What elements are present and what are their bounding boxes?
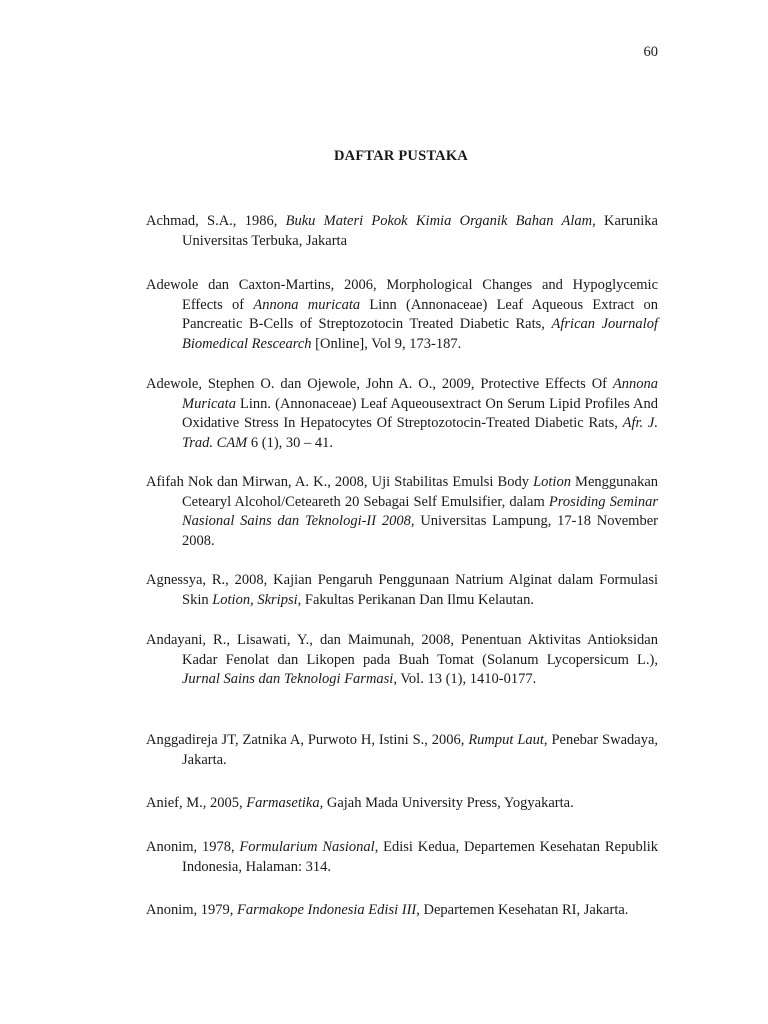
reference-anonim-1979 [146,901,658,921]
reference-text: Agnessya, R., 2008, Kajian Pengaruh Penggunaan Natrium Alginat dalam Formulasi Skin [146,572,658,608]
reference-adewole-2009 [146,375,658,453]
reference-text: , Penebar Swadaya, Jakarta. [182,732,659,768]
reference-italic-text: Lotion, Skripsi, [212,591,302,608]
reference-text: , Vol. 13 (1), 1410-0177. [393,671,537,687]
reference-italic-text: Annona muricata [253,296,361,313]
reference-text: Anonim, 1978, [146,839,240,855]
reference-afifah [146,473,658,551]
reference-text: Adewole, Stephen O. dan Ojewole, John A. O., 2009, Protective Effects Of [146,376,613,392]
reference-text: , Edisi Kedua, Departemen Kesehatan Republik Indonesia, Halaman: 314. [182,839,659,875]
reference-achmad [146,212,658,251]
reference-text: Andayani, R., Lisawati, Y., dan Maimunah, 2008, Penentuan Aktivitas Antioksidan Kadar Fenolat dan Likopen pada Buah Tomat (Solanum Lycopersicum L.), [146,632,658,668]
reference-italic-text: Farmakope Indonesia Edisi III [237,902,417,918]
page-title: DAFTAR PUSTAKA [334,148,468,164]
reference-text: Anonim, 1979, [146,902,238,918]
reference-text: Linn. (Annonaceae) Leaf Aqueousextract On Serum Lipid Profiles And Oxidative Stress In Hepatocytes Of Streptozotocin-Treated Diabetic Rats, [182,395,658,431]
reference-text: Anief, M., 2005, [146,795,247,811]
reference-italic-text: Jurnal Sains dan Teknologi Farmasi [182,671,394,687]
reference-italic-text: Rumput Laut [468,732,544,748]
reference-italic-text: Annona Muricata [182,376,658,412]
reference-italic-text: Prosiding Seminar Nasional Sains dan Teknologi-II 2008, [182,493,659,529]
reference-text: [Online], Vol 9, 173-187. [311,335,462,352]
reference-text: Anggadireja JT, Zatnika A, Purwoto H, Istini S., 2006, [146,732,469,748]
reference-italic-text: Afr. J. Trad. CAM [182,415,658,451]
reference-text: , Departemen Kesehatan RI, Jakarta. [416,902,629,918]
reference-anggadireja [146,731,658,770]
reference-text: Fakultas Perikanan Dan Ilmu Kelautan. [301,591,534,608]
reference-italic-text: African Journalof Biomedical Rescearch [182,316,658,352]
reference-italic-text: Formularium Nasional [239,839,375,855]
reference-text: 6 (1), 30 – 41. [247,434,334,451]
reference-italic-text: Lotion [533,474,571,490]
reference-text: Achmad, S.A., 1986, [146,213,286,229]
reference-text: Afifah Nok dan Mirwan, A. K., 2008, Uji Stabilitas Emulsi Body [146,474,534,490]
reference-agnessya [146,571,658,610]
page-number: 60 [643,44,658,60]
reference-andayani [146,631,658,690]
reference-anief [146,794,658,814]
reference-text: Adewole dan Caxton-Martins, 2006, Morphological Changes and Hypoglycemic Effects of [146,277,658,313]
reference-text: Menggunakan Cetearyl Alcohol/Ceteareth 20 Sebagai Self Emulsifier, dalam [182,474,659,510]
reference-adewole-2006 [146,276,658,354]
reference-italic-text: Buku Materi Pokok Kimia Organik Bahan Alam [285,213,593,229]
reference-text: , Karunika Universitas Terbuka, Jakarta [182,213,658,249]
reference-italic-text: Farmasetika, [246,795,324,811]
reference-text: Gajah Mada University Press, Yogyakarta. [323,795,574,811]
reference-text: Universitas Lampung, 17-18 November 2008. [182,513,658,549]
reference-text: Linn (Annonaceae) Leaf Aqueous Extract on Pancreatic B-Cells of Streptozotocin Treated Diabetic Rats, [182,296,658,332]
reference-anonim-1978 [146,838,658,877]
